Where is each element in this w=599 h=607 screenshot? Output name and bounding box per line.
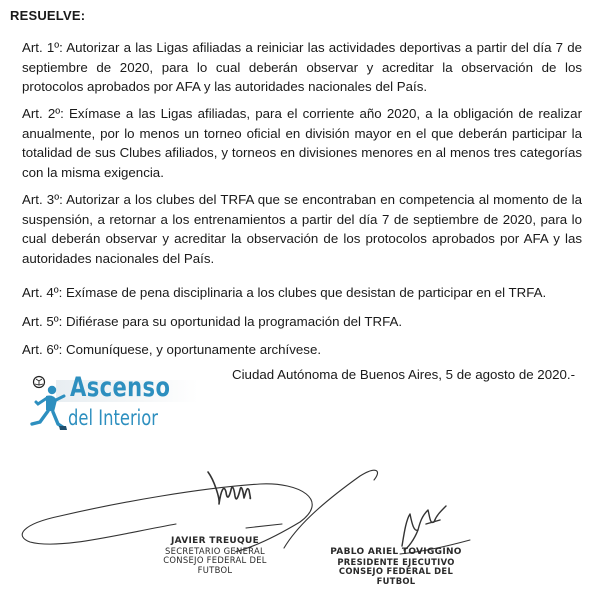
handwritten-signatures: [0, 440, 599, 607]
article-1: [22, 38, 582, 97]
place-and-date: Ciudad Autónoma de Buenos Aires, 5 de agosto de 2020.-: [232, 367, 576, 382]
signatory-left: [150, 537, 280, 575]
signature-right: [402, 506, 446, 550]
signatory-name: JAVIER TREUQUE: [170, 536, 260, 546]
logo-text-del-interior: del Interior: [68, 406, 158, 430]
article-number: Art. 6º:: [22, 342, 63, 357]
signatures-area: [0, 440, 599, 607]
article-2: [22, 104, 582, 182]
article-text: Exímase a las Ligas afiliadas, para el corriente año 2020, a la obligación de realizar anualmente, por lo menos un torneo oficial en división mayor en el que deberán participar la totalidad de sus Clubes afiliados, y torneos en divisiones menores en al menos tres categorías con la misma exigencia.: [22, 106, 583, 180]
article-number: Art. 5º:: [22, 314, 63, 329]
logo-text-ascenso: Ascenso: [70, 372, 171, 403]
resolution-heading: RESUELVE:: [10, 8, 86, 23]
article-text: Autorizar a los clubes del TRFA que se encontraban en competencia al momento de la suspensión, a retornar a los entrenamientos a partir del día 7 de septiembre de 2020, para lo cual deberán observar y acreditar la observación de los protocolos aprobados por AFA y las autoridades nacionales del País.: [22, 192, 582, 266]
article-6: [22, 340, 582, 360]
article-4: [22, 283, 582, 303]
article-text: Exímase de pena disciplinaria a los clubes que desistan de participar en el TRFA.: [66, 285, 547, 300]
signatory-right: [322, 548, 470, 586]
ascenso-del-interior-logo: [26, 372, 198, 436]
article-text: Difiérase para su oportunidad la programación del TRFA.: [66, 314, 403, 329]
article-number: Art. 2º:: [22, 106, 64, 121]
signatory-name: PABLO ARIEL TOVIGGINO: [330, 547, 462, 557]
article-number: Art. 1º:: [22, 40, 63, 55]
article-number: Art. 3º:: [22, 192, 63, 207]
signatory-role: SECRETARIO GENERAL: [165, 545, 265, 556]
article-text: Autorizar a las Ligas afiliadas a reiniciar las actividades deportivas a partir del día 7 de septiembre de 2020, para lo cual deberán observar y acreditar la observación de los protocolos aprobados por AFA y las autoridades nacionales del País.: [22, 40, 582, 95]
signatory-organization: CONSEJO FEDERAL DEL FUTBOL: [163, 555, 267, 575]
article-text: Comuníquese, y oportunamente archívese.: [66, 342, 322, 357]
article-3: [22, 190, 582, 268]
signatory-role: PRESIDENTE EJECUTIVO: [337, 556, 455, 567]
signatory-organization: CONSEJO FEDERAL DEL FUTBOL: [338, 566, 454, 586]
article-5: [22, 312, 582, 332]
article-number: Art. 4º:: [22, 285, 63, 300]
